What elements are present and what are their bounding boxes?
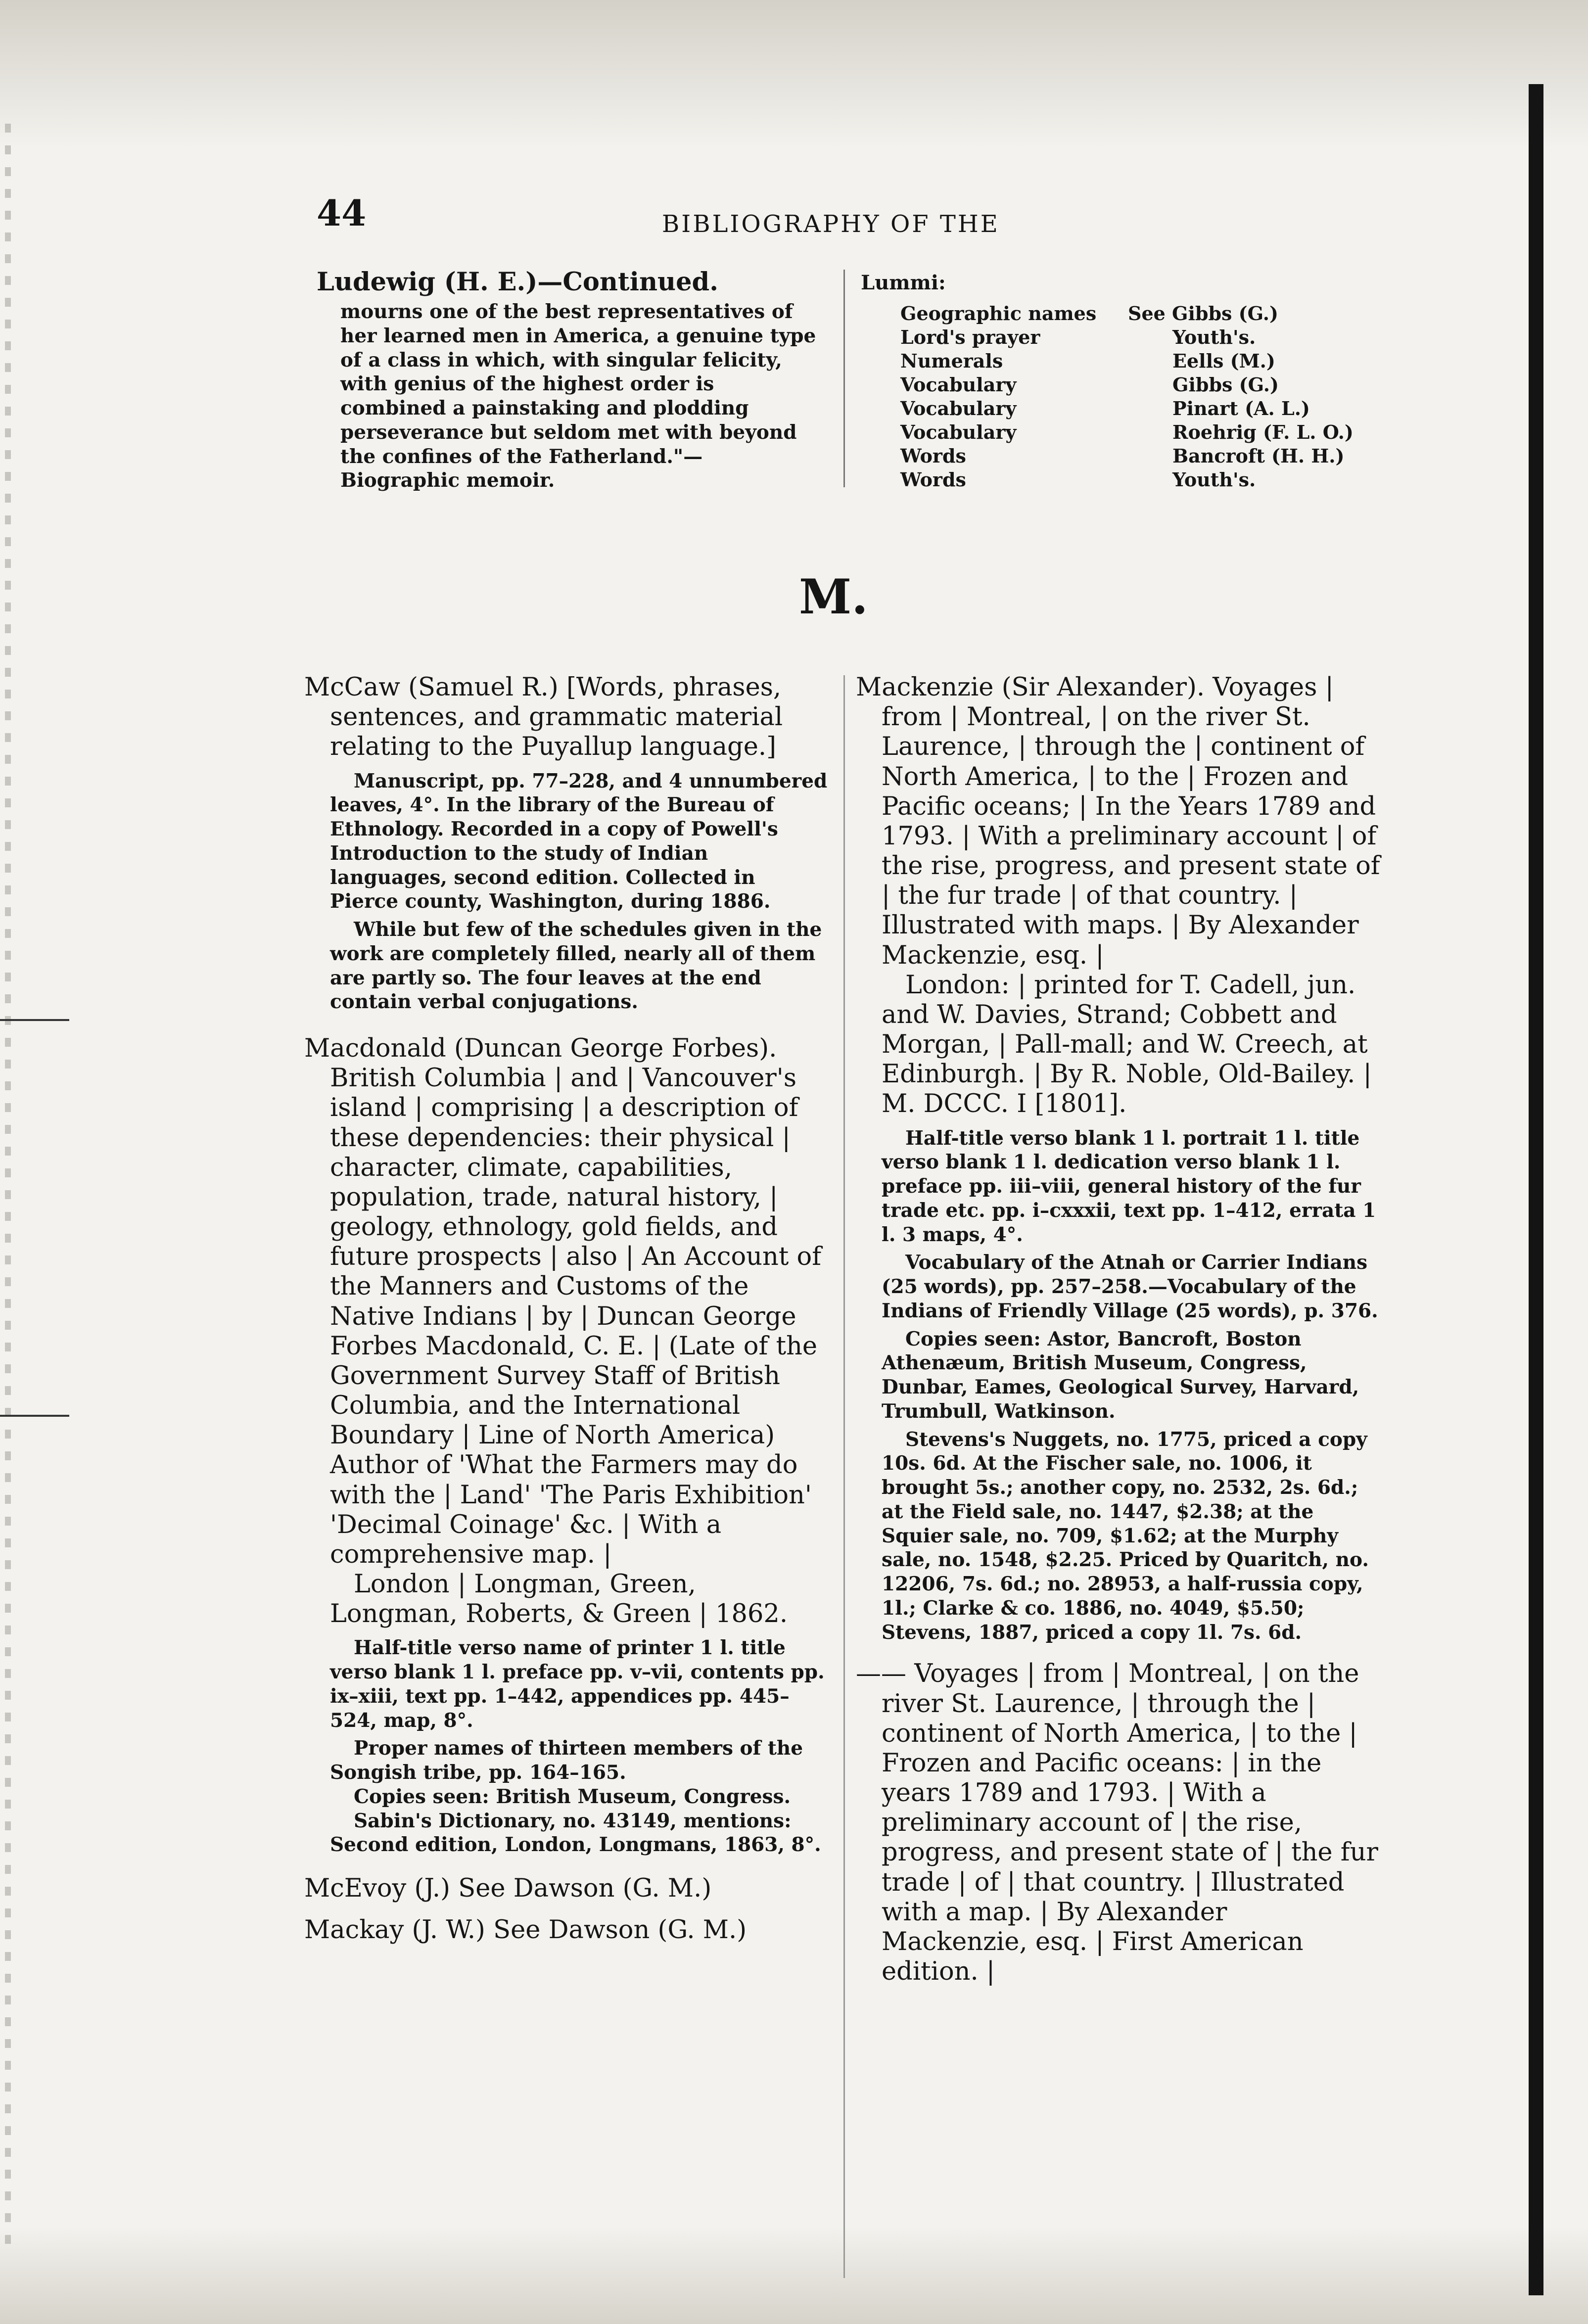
scan-shadow-bottom [0,2226,1588,2324]
mackay-entry: Mackay (J. W.) See Dawson (G. M.) [304,1915,747,1945]
margin-mark [0,1019,69,1021]
scan-shadow-top [0,0,1588,148]
lummi-see: Pinart (A. L.) [1172,397,1310,419]
lummi-topic: Words [900,445,966,467]
lummi-see: Bancroft (H. H.) [1172,445,1345,467]
section-letter: M. [799,569,868,625]
mccaw-note: Manuscript, pp. 77–228, and 4 unnumbered leaves, 4°. In the library of the Bureau of Ethnology. Recorded in a copy of Powell's Introduction to the study of Indian languages, second edition. Collected in Pierce county, Washington, during 1886. [330,769,828,913]
voyages-second-entry: —— Voyages | from | Montreal, | on the river St. Laurence, | through the | continent of North America, | to the | Frozen and Pacific oceans: | in the years 1789 and 1793. | With a preliminary account of | the rise, progress, and present state of | the fur trade | of | that country. | Illustrated with a map. | By Alexander Mackenzie, esq. | First American edition. | [856,1659,1378,1987]
margin-mark [0,1415,69,1417]
ludewig-quote: mourns one of the best representatives of her learned men in America, a genuine type of a class in which, with singular felicity, with genius of the highest order is combined a painstaking and plodding perseverance but seldom met with beyond the confines of the Fatherland."—Biographic memoir. [340,300,816,492]
macdonald-entry-title: Macdonald (Duncan George Forbes). British Columbia | and | Vancouver's island | comprising | a description of these dependencies: their physical | character, climate, capabilities, population, trade, natural history, | geology, ethnology, gold fields, and future prospects | also | An Account of the Manners and Customs of the Native Indians | by | Duncan George Forbes Macdonald, C. E. | (Late of the Government Survey Staff of British Columbia, and the International Boundary | Line of North America) Author of 'What the Farmers may do with the | Land' 'The Paris Exhibition' 'Decimal Coinage' &c. | With a comprehensive map. | [304,1034,822,1569]
lummi-see: Youth's. [1172,326,1256,348]
mackenzie-note: Stevens's Nuggets, no. 1775, priced a copy 10s. 6d. At the Fischer sale, no. 1006, it brought 5s.; another copy, no. 2532, 2s. 6d.; at the Field sale, no. 1447, $2.38; at the Squier sale, no. 709, $1.62; at the Murphy sale, no. 1548, $2.25. Priced by Quaritch, no. 12206, 7s. 6d.; no. 28953, a half-russia copy, 1l.; Clarke & co. 1886, no. 4049, $5.50; Stevens, 1887, priced a copy 1l. 7s. 6d. [882,1428,1369,1644]
lummi-topic: Lord's prayer [900,326,1040,348]
macdonald-imprint: London | Longman, Green, Longman, Roberts, & Green | 1862. [330,1570,788,1629]
mccaw-note: While but few of the schedules given in the work are completely filled, nearly all of them are partly so. The four leaves at the end contain verbal conjugations. [330,918,822,1014]
mackenzie-imprint: London: | printed for T. Cadell, jun. and W. Davies, Strand; Cobbett and Morgan, | Pall-mall; and W. Creech, at Edinburgh. | By R. Noble, Old-Bailey. | M. DCCC. I [1801]. [882,970,1372,1119]
ludewig-heading: Ludewig (H. E.)—Continued. [317,267,718,297]
mackenzie-note: Copies seen: Astor, Bancroft, Boston Athenæum, British Museum, Congress, Dunbar, Eames, Geological Survey, Harvard, Trumbull, Watkinson. [882,1327,1359,1423]
mackenzie-note: Vocabulary of the Atnah or Carrier Indians (25 words), pp. 257–258.—Vocabulary of the Indians of Friendly Village (25 words), p. 376. [882,1251,1378,1322]
lummi-see: Gibbs (G.) [1172,373,1279,396]
lummi-topic: Geographic names [900,302,1097,325]
macdonald-note: Proper names of thirteen members of the Songish tribe, pp. 164–165. [330,1737,803,1784]
lummi-see: Youth's. [1172,468,1256,491]
lummi-heading: Lummi: [861,271,946,294]
lummi-see: See Gibbs (G.) [1128,302,1278,325]
mccaw-entry-title: McCaw (Samuel R.) [Words, phrases, sentences, and grammatic material relating to the Puyallup language.] [304,673,783,762]
page-number: 44 [317,192,367,234]
running-title: BIBLIOGRAPHY OF THE [662,210,1000,238]
mcevoy-entry: McEvoy (J.) See Dawson (G. M.) [304,1874,712,1904]
lummi-see: Eells (M.) [1172,350,1275,372]
mackenzie-note: Half-title verso blank 1 l. portrait 1 l. title verso blank 1 l. dedication verso blank 1 l. preface pp. iii–viii, general history of the fur trade etc. pp. i–cxxxii, text pp. 1–412, errata 1 l. 3 maps, 4°. [882,1126,1376,1246]
lummi-topic: Vocabulary [900,397,1017,419]
lummi-topic: Numerals [900,350,1003,372]
column-divider [843,675,845,2278]
lummi-topic: Vocabulary [900,421,1017,443]
macdonald-note: Sabin's Dictionary, no. 43149, mentions: Second edition, London, Longmans, 1863, 8°. [330,1809,821,1857]
page-binding-edge [1529,84,1543,2295]
column-divider [843,270,845,487]
macdonald-note: Copies seen: British Museum, Congress. [354,1785,791,1808]
macdonald-note: Half-title verso name of printer 1 l. title verso blank 1 l. preface pp. v–vii, contents pp. ix–xiii, text pp. 1–442, appendices pp. 445–524, map, 8°. [330,1636,825,1732]
mackenzie-entry-title: Mackenzie (Sir Alexander). Voyages | from | Montreal, | on the river St. Laurence, | through the | continent of North America, | to the | Frozen and Pacific oceans; | In the Years 1789 and 1793. | With a preliminary account | of the rise, progress, and present state of | the fur trade | of that country. | Illustrated with maps. | By Alexander Mackenzie, esq. | [856,673,1380,970]
lummi-topic: Words [900,468,966,491]
left-column [304,673,829,1946]
page-left-edge [5,124,11,2251]
right-column [856,673,1380,1987]
lummi-topic: Vocabulary [900,373,1017,396]
ludewig-entry [317,267,821,493]
lummi-see: Roehrig (F. L. O.) [1172,421,1354,443]
